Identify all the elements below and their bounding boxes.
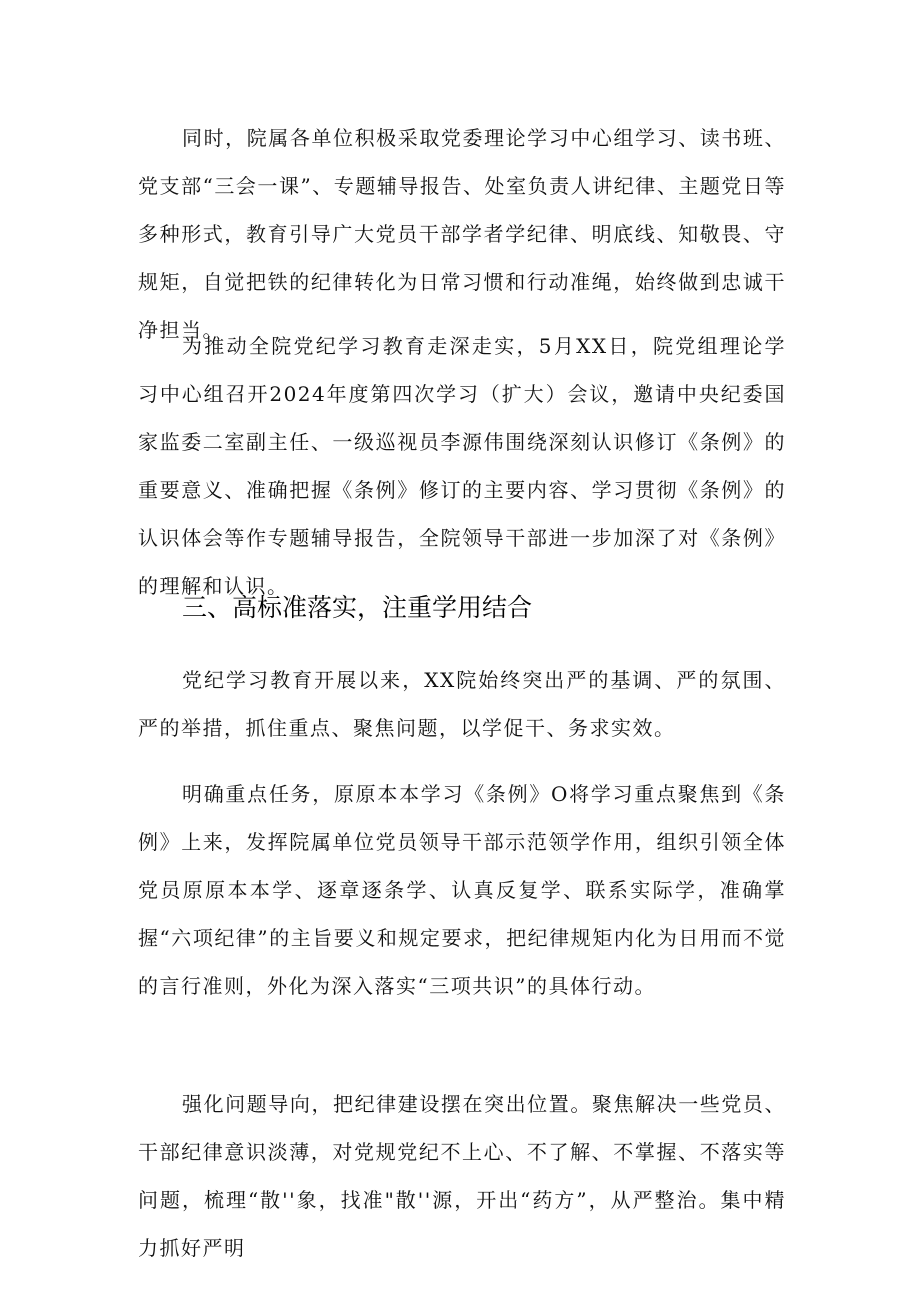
paragraph-study-forms: 同时，院属各单位积极采取党委理论学习中心组学习、读书班、党支部“三会一课”、专题辅导报告、处室负责人讲纪律、主题党日等多种形式，教育引导广大党员干部学者学纪律、明底线、知敬畏、守规矩，自觉把铁的纪律转化为日常习惯和行动准绳，始终做到忠诚干净担当。	[138, 126, 786, 342]
section-heading: 三、高标准落实，注重学用结合	[182, 593, 533, 622]
paragraph-overview: 党纪学习教育开展以来，XX院始终突出严的基调、严的氛围、严的举措，抓住重点、聚焦问题，以学促干、务求实效。	[138, 668, 786, 740]
paragraph-problem-orientation: 强化问题导向，把纪律建设摆在突出位置。聚焦解决一些党员、干部纪律意识淡薄，对党规党纪不上心、不了解、不掌握、不落实等问题，梳理“散''象，找准"散''源，开出“药方”，从严整治。集中精力抓好严明	[138, 1092, 786, 1260]
paragraph-study-meeting: 为推动全院党纪学习教育走深走实，5月XX日，院党组理论学习中心组召开2024年度第四次学习（扩大）会议，邀请中央纪委国家监委二室副主任、一级巡视员李源伟围绕深刻认识修订《条例》的重要意义、准确把握《条例》修订的主要内容、学习贯彻《条例》的认识体会等作专题辅导报告，全院领导干部进一步加深了对《条例》的理解和认识。	[138, 334, 786, 598]
paragraph-key-tasks: 明确重点任务，原原本本学习《条例》O将学习重点聚焦到《条例》上来，发挥院属单位党员领导干部示范领学作用，组织引领全体党员原原本本学、逐章逐条学、认真反复学、联系实际学，准确掌握“六项纪律”的主旨要义和规定要求，把纪律规矩内化为日用而不觉的言行准则，外化为深入落实“三项共识”的具体行动。	[138, 782, 786, 998]
